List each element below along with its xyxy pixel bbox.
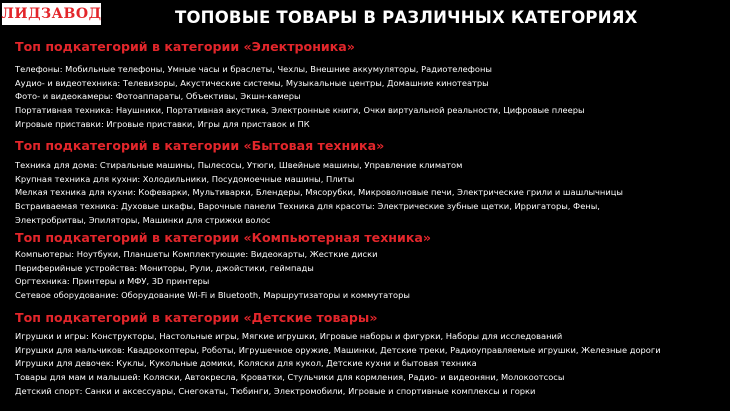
section-title: Топ подкатегорий в категории «Электроника» bbox=[15, 39, 355, 54]
section-items bbox=[15, 63, 585, 131]
list-item: Компьютеры: Ноутбуки, Планшеты Комплектующие: Видеокарты, Жесткие диски bbox=[15, 249, 378, 259]
list-item: Портативная техника: Наушники, Портативная акустика, Электронные книги, Очки виртуальной реальности, Цифровые плееры bbox=[15, 105, 585, 116]
section-title: Топ подкатегорий в категории «Бытовая техника» bbox=[15, 138, 385, 153]
list-item: Игровые приставки: Игровые приставки, Игры для приставок и ПК bbox=[15, 118, 310, 129]
section-items bbox=[15, 248, 431, 303]
list-item: Электробритвы, Эпиляторы, Машинки для стрижки волос bbox=[15, 214, 271, 225]
list-item: Игрушки для мальчиков: Квадрокоптеры, Роботы, Игрушечное оружие, Машинки, Детские треки, Радиоуправляемые игрушки, Железные дороги bbox=[15, 344, 661, 355]
list-item: Детский спорт: Санки и аксессуары, Снегокаты, Тюбинги, Электромобили, Игровые и спортивные комплексы и горки bbox=[15, 385, 536, 396]
list-item: Крупная техника для кухни: Холодильники, Посудомоечные машины, Плиты bbox=[15, 173, 355, 184]
list-item: Игрушки для девочек: Куклы, Кукольные домики, Коляски для кукол, Детские кухни и бытовая техника bbox=[15, 358, 477, 369]
list-item: Встраиваемая техника: Духовые шкафы, Варочные панели Техника для красоты: Электрические зубные щетки, Ирригаторы, Фены, bbox=[15, 201, 600, 212]
section-computers bbox=[15, 230, 431, 303]
list-item: Мелкая техника для кухни: Кофеварки, Мультиварки, Блендеры, Мясорубки, Микроволновые печи, Электрические грили и шашлычницы bbox=[15, 187, 623, 198]
list-item: Телефоны: Мобильные телефоны, Умные часы и браслеты, Чехлы, Внешние аккумуляторы, Радиотелефоны bbox=[15, 64, 492, 74]
section-electronics bbox=[15, 39, 585, 131]
list-item: Игрушки и игры: Конструкторы, Настольные игры, Мягкие игрушки, Игровые наборы и фигурки, Наборы для исследований bbox=[15, 331, 563, 341]
list-item: Фото- и видеокамеры: Фотоаппараты, Объективы, Экшн-камеры bbox=[15, 91, 301, 102]
page-title: ТОПОВЫЕ ТОВАРЫ В РАЗЛИЧНЫХ КАТЕГОРИЯХ bbox=[175, 8, 638, 27]
list-item: Товары для мам и малышей: Коляски, Автокресла, Кроватки, Стульчики для кормления, Радио- и видеоняни, Молокоотсосы bbox=[15, 372, 565, 383]
list-item: Периферийные устройства: Мониторы, Рули, джойстики, геймпады bbox=[15, 262, 314, 273]
section-items bbox=[15, 159, 623, 227]
section-title: Топ подкатегорий в категории «Компьютерная техника» bbox=[15, 230, 432, 245]
section-kids-goods bbox=[15, 310, 661, 398]
brand-logo-text: ЛИДЗАВОД bbox=[1, 6, 102, 22]
section-home-appliances bbox=[15, 138, 623, 227]
section-title: Топ подкатегорий в категории «Детские товары» bbox=[15, 310, 378, 325]
brand-logo bbox=[2, 3, 101, 25]
section-items bbox=[15, 330, 661, 398]
list-item: Сетевое оборудование: Оборудование Wi-Fi и Bluetooth, Маршрутизаторы и коммутаторы bbox=[15, 290, 410, 301]
list-item: Оргтехника: Принтеры и МФУ, 3D принтеры bbox=[15, 276, 210, 287]
list-item: Аудио- и видеотехника: Телевизоры, Акустические системы, Музыкальные центры, Домашние кинотеатры bbox=[15, 77, 489, 88]
list-item: Техника для дома: Стиральные машины, Пылесосы, Утюги, Швейные машины, Управление климатом bbox=[15, 160, 463, 170]
